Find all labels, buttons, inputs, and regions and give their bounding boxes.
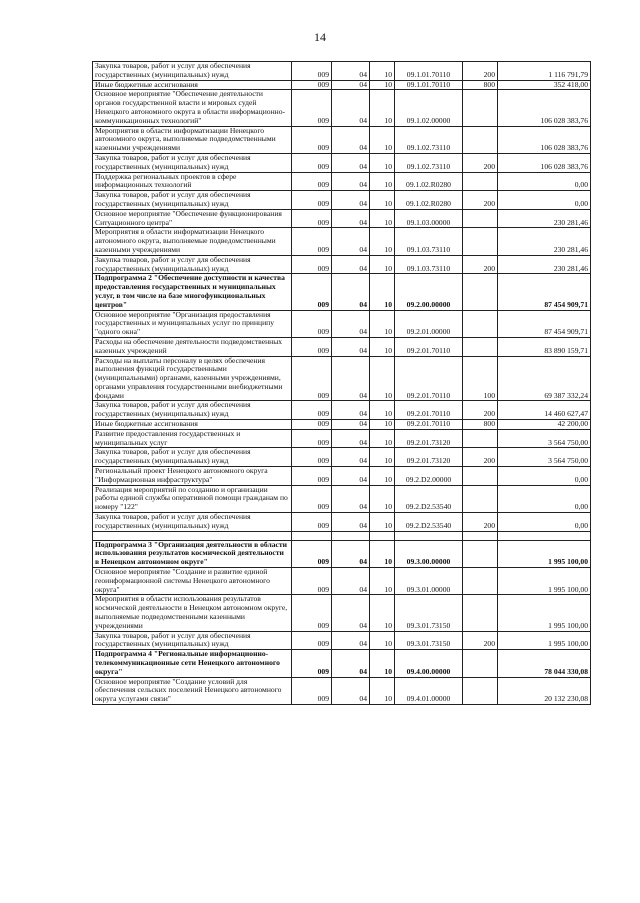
row-grbs: 009: [292, 631, 332, 650]
table-row: [93, 595, 591, 631]
row-name: Закупка товаров, работ и услуг для обеспечения государственных (муниципальных) нужд: [93, 448, 292, 467]
table-row: [93, 274, 591, 310]
row-target-article: 09.1.02.R0280: [395, 172, 463, 191]
table-row: [93, 153, 591, 172]
row-target-article: 09.4.00.00000: [395, 650, 463, 677]
row-grbs: 009: [292, 401, 332, 420]
row-target-article: 09.2.01.70110: [395, 401, 463, 420]
row-subsection: 10: [370, 467, 395, 486]
row-amount: 0,00: [498, 513, 591, 532]
row-name: Расходы на выплаты персоналу в целях обеспечения выполнения функций государственными (муниципальными) органами, казенными учреждениями, органами управления государственными внебюджетными фондами: [93, 356, 292, 401]
row-section: 04: [332, 191, 370, 210]
row-expense-type: [463, 310, 498, 337]
row-amount: 20 132 230,08: [498, 677, 591, 704]
row-grbs: 009: [292, 90, 332, 126]
row-name: Иные бюджетные ассигнования: [93, 80, 292, 90]
row-grbs: 009: [292, 650, 332, 677]
row-amount: 1 116 791,79: [498, 62, 591, 81]
row-grbs: 009: [292, 62, 332, 81]
row-subsection: 10: [370, 126, 395, 153]
row-target-article: 09.1.03.73110: [395, 255, 463, 274]
row-grbs: 009: [292, 274, 332, 310]
row-subsection: 10: [370, 337, 395, 356]
row-target-article: 09.3.00.00000: [395, 540, 463, 567]
row-target-article: 09.1.03.73110: [395, 228, 463, 255]
row-amount: 1 995 100,00: [498, 631, 591, 650]
row-amount: 3 564 750,00: [498, 429, 591, 448]
row-target-article: 09.1.01.70110: [395, 62, 463, 81]
row-name: Основное мероприятие "Создание и развитие единой геоинформационной системы Ненецкого автономного округа": [93, 568, 292, 595]
row-grbs: 009: [292, 513, 332, 532]
row-amount: 352 418,00: [498, 80, 591, 90]
table-row: [93, 337, 591, 356]
row-target-article: 09.2.00.00000: [395, 274, 463, 310]
budget-table: [92, 61, 591, 705]
row-name: Развитие предоставления государственных и муниципальных услуг: [93, 429, 292, 448]
row-amount: 69 387 332,24: [498, 356, 591, 401]
row-section: 04: [332, 90, 370, 126]
row-expense-type: 200: [463, 631, 498, 650]
table-row: [93, 513, 591, 532]
row-expense-type: 200: [463, 191, 498, 210]
row-section: 04: [332, 62, 370, 81]
row-section: 04: [332, 153, 370, 172]
table-row: [93, 310, 591, 337]
row-grbs: 009: [292, 126, 332, 153]
row-section: 04: [332, 337, 370, 356]
row-subsection: 10: [370, 90, 395, 126]
table-row: [93, 448, 591, 467]
row-target-article: 09.2.D2.00000: [395, 467, 463, 486]
row-section: 04: [332, 356, 370, 401]
table-row: [93, 172, 591, 191]
row-name: Закупка товаров, работ и услуг для обеспечения государственных (муниципальных) нужд: [93, 513, 292, 532]
row-target-article: 09.1.02.73110: [395, 126, 463, 153]
row-name: Закупка товаров, работ и услуг для обеспечения государственных (муниципальных) нужд: [93, 401, 292, 420]
row-grbs: 009: [292, 540, 332, 567]
row-expense-type: [463, 429, 498, 448]
row-name: Поддержка региональных проектов в сфере информационных технологий: [93, 172, 292, 191]
row-amount: 0,00: [498, 467, 591, 486]
row-name: Мероприятия в области использования результатов космической деятельности в Ненецком автономном округе, выполняемые подведомственными казенными учреждениями: [93, 595, 292, 631]
row-amount: 0,00: [498, 485, 591, 512]
row-amount: 230 281,46: [498, 228, 591, 255]
row-grbs: 009: [292, 255, 332, 274]
row-target-article: 09.1.01.70110: [395, 80, 463, 90]
table-row: [93, 228, 591, 255]
row-name: Подпрограмма 3 "Организация деятельности в области использования результатов космической деятельности в Ненецком автономном округе": [93, 540, 292, 567]
row-amount: 0,00: [498, 191, 591, 210]
row-subsection: 10: [370, 310, 395, 337]
row-expense-type: 200: [463, 153, 498, 172]
table-row: [93, 209, 591, 228]
row-expense-type: [463, 540, 498, 567]
row-name: Основное мероприятие "Обеспечение функционирования Ситуационного центра": [93, 209, 292, 228]
row-amount: 106 028 383,76: [498, 126, 591, 153]
row-name: Основное мероприятие "Организация предоставления государственных и муниципальных услуг по принципу "одного окна": [93, 310, 292, 337]
row-expense-type: 800: [463, 420, 498, 430]
table-row: [93, 677, 591, 704]
row-section: 04: [332, 401, 370, 420]
row-expense-type: [463, 595, 498, 631]
row-section: 04: [332, 126, 370, 153]
table-row: [93, 255, 591, 274]
row-grbs: 009: [292, 448, 332, 467]
row-amount: 78 044 330,08: [498, 650, 591, 677]
row-target-article: 09.2.D2.53540: [395, 513, 463, 532]
table-row: [93, 650, 591, 677]
row-expense-type: 100: [463, 356, 498, 401]
row-subsection: 10: [370, 631, 395, 650]
row-target-article: 09.2.D2.53540: [395, 485, 463, 512]
row-section: 04: [332, 568, 370, 595]
row-expense-type: 800: [463, 80, 498, 90]
row-subsection: 10: [370, 448, 395, 467]
row-amount: 14 460 627,47: [498, 401, 591, 420]
row-subsection: 10: [370, 172, 395, 191]
row-grbs: 009: [292, 153, 332, 172]
row-section: 04: [332, 485, 370, 512]
row-grbs: 009: [292, 595, 332, 631]
row-name: Закупка товаров, работ и услуг для обеспечения государственных (муниципальных) нужд: [93, 631, 292, 650]
row-amount: 1 995 100,00: [498, 540, 591, 567]
table-row: [93, 126, 591, 153]
row-expense-type: 200: [463, 255, 498, 274]
row-subsection: 10: [370, 513, 395, 532]
table-row: [93, 80, 591, 90]
row-target-article: 09.3.01.73150: [395, 631, 463, 650]
table-row: [93, 191, 591, 210]
row-expense-type: [463, 337, 498, 356]
row-section: 04: [332, 448, 370, 467]
row-subsection: 10: [370, 153, 395, 172]
row-expense-type: [463, 531, 498, 540]
row-section: 04: [332, 420, 370, 430]
row-subsection: 10: [370, 209, 395, 228]
table-row: [93, 531, 591, 540]
row-section: 04: [332, 228, 370, 255]
row-expense-type: [463, 485, 498, 512]
row-target-article: 09.4.01.00000: [395, 677, 463, 704]
row-name: Закупка товаров, работ и услуг для обеспечения государственных (муниципальных) нужд: [93, 191, 292, 210]
row-expense-type: [463, 90, 498, 126]
row-name: Региональный проект Ненецкого автономного округа "Информационная инфраструктура": [93, 467, 292, 486]
row-target-article: 09.3.01.00000: [395, 568, 463, 595]
row-expense-type: [463, 209, 498, 228]
row-target-article: 09.3.01.73150: [395, 595, 463, 631]
row-section: 04: [332, 631, 370, 650]
row-name: Подпрограмма 4 "Региональные информационно-телекоммуникационные сети Ненецкого автономного округа": [93, 650, 292, 677]
row-expense-type: 200: [463, 62, 498, 81]
row-section: 04: [332, 677, 370, 704]
row-subsection: 10: [370, 228, 395, 255]
row-amount: 230 281,46: [498, 255, 591, 274]
row-name: Иные бюджетные ассигнования: [93, 420, 292, 430]
table-row: [93, 429, 591, 448]
table-row: [93, 540, 591, 567]
row-target-article: 09.2.01.70110: [395, 337, 463, 356]
row-expense-type: 200: [463, 401, 498, 420]
row-expense-type: [463, 126, 498, 153]
table-row: [93, 568, 591, 595]
row-subsection: 10: [370, 568, 395, 595]
row-section: 04: [332, 467, 370, 486]
row-name: Закупка товаров, работ и услуг для обеспечения государственных (муниципальных) нужд: [93, 62, 292, 81]
row-section: 04: [332, 172, 370, 191]
row-subsection: 10: [370, 650, 395, 677]
row-section: 04: [332, 255, 370, 274]
row-name: Реализация мероприятий по созданию и организации работы единой службы оперативной помощи гражданам по номеру "122": [93, 485, 292, 512]
row-name: Закупка товаров, работ и услуг для обеспечения государственных (муниципальных) нужд: [93, 153, 292, 172]
row-grbs: 009: [292, 209, 332, 228]
row-target-article: 09.1.02.00000: [395, 90, 463, 126]
row-grbs: 009: [292, 172, 332, 191]
row-grbs: [292, 531, 332, 540]
row-grbs: 009: [292, 568, 332, 595]
row-grbs: 009: [292, 80, 332, 90]
row-section: 04: [332, 274, 370, 310]
row-section: [332, 531, 370, 540]
row-name: Основное мероприятие "Создание условий для обеспечения сельских поселений Ненецкого автономного округа услугами связи": [93, 677, 292, 704]
row-grbs: 009: [292, 485, 332, 512]
table-row: [93, 62, 591, 81]
row-expense-type: [463, 568, 498, 595]
row-expense-type: [463, 274, 498, 310]
row-subsection: 10: [370, 401, 395, 420]
row-expense-type: [463, 650, 498, 677]
row-subsection: 10: [370, 62, 395, 81]
row-target-article: 09.2.01.70110: [395, 356, 463, 401]
row-grbs: 009: [292, 467, 332, 486]
row-amount: 106 028 383,76: [498, 153, 591, 172]
row-grbs: 009: [292, 310, 332, 337]
row-expense-type: [463, 677, 498, 704]
row-subsection: 10: [370, 677, 395, 704]
row-expense-type: 200: [463, 448, 498, 467]
row-target-article: 09.2.01.00000: [395, 310, 463, 337]
row-subsection: 10: [370, 356, 395, 401]
row-target-article: 09.2.01.73120: [395, 448, 463, 467]
row-subsection: 10: [370, 420, 395, 430]
row-grbs: 009: [292, 429, 332, 448]
row-name: Основное мероприятие "Обеспечение деятельности органов государственной власти и мировых судей Ненецкого автономного округа в области информационно-коммуникационных технологий": [93, 90, 292, 126]
table-row: [93, 90, 591, 126]
row-amount: 42 200,00: [498, 420, 591, 430]
row-section: 04: [332, 540, 370, 567]
row-amount: 87 454 909,71: [498, 310, 591, 337]
row-subsection: [370, 531, 395, 540]
row-amount: 3 564 750,00: [498, 448, 591, 467]
row-amount: 0,00: [498, 172, 591, 191]
row-subsection: 10: [370, 274, 395, 310]
row-amount: 87 454 909,71: [498, 274, 591, 310]
row-amount: 83 890 159,71: [498, 337, 591, 356]
row-grbs: 009: [292, 191, 332, 210]
table-row: [93, 631, 591, 650]
row-subsection: 10: [370, 429, 395, 448]
page-number: 14: [314, 30, 326, 44]
row-target-article: 09.1.03.00000: [395, 209, 463, 228]
row-grbs: 009: [292, 337, 332, 356]
row-name: [93, 531, 292, 540]
row-target-article: 09.2.01.70110: [395, 420, 463, 430]
row-subsection: 10: [370, 485, 395, 512]
row-name: Расходы на обеспечение деятельности подведомственных казенных учреждений: [93, 337, 292, 356]
row-section: 04: [332, 310, 370, 337]
row-target-article: [395, 531, 463, 540]
row-expense-type: 200: [463, 513, 498, 532]
row-amount: 230 281,46: [498, 209, 591, 228]
row-expense-type: [463, 228, 498, 255]
row-target-article: 09.1.02.R0280: [395, 191, 463, 210]
row-target-article: 09.2.01.73120: [395, 429, 463, 448]
row-subsection: 10: [370, 595, 395, 631]
row-amount: 106 028 383,76: [498, 90, 591, 126]
row-section: 04: [332, 429, 370, 448]
row-section: 04: [332, 595, 370, 631]
table-row: [93, 420, 591, 430]
row-expense-type: [463, 467, 498, 486]
table-row: [93, 467, 591, 486]
row-name: Закупка товаров, работ и услуг для обеспечения государственных (муниципальных) нужд: [93, 255, 292, 274]
row-subsection: 10: [370, 255, 395, 274]
row-target-article: 09.1.02.73110: [395, 153, 463, 172]
row-subsection: 10: [370, 80, 395, 90]
row-amount: 1 995 100,00: [498, 595, 591, 631]
row-grbs: 009: [292, 420, 332, 430]
row-section: 04: [332, 650, 370, 677]
row-subsection: 10: [370, 540, 395, 567]
row-subsection: 10: [370, 191, 395, 210]
row-name: Подпрограмма 2 "Обеспечение доступности и качества предоставления государственных и муниципальных услуг, в том числе на базе многофункциональных центров": [93, 274, 292, 310]
table-row: [93, 485, 591, 512]
row-section: 04: [332, 209, 370, 228]
table-row: [93, 401, 591, 420]
table-row: [93, 356, 591, 401]
row-grbs: 009: [292, 356, 332, 401]
row-amount: 1 995 100,00: [498, 568, 591, 595]
row-section: 04: [332, 80, 370, 90]
row-amount: [498, 531, 591, 540]
row-name: Мероприятия в области информатизации Ненецкого автономного округа, выполняемые подведомственными казенными учреждениями: [93, 126, 292, 153]
row-section: 04: [332, 513, 370, 532]
row-grbs: 009: [292, 228, 332, 255]
row-grbs: 009: [292, 677, 332, 704]
row-name: Мероприятия в области информатизации Ненецкого автономного округа, выполняемые подведомственными казенными учреждениями: [93, 228, 292, 255]
row-expense-type: [463, 172, 498, 191]
